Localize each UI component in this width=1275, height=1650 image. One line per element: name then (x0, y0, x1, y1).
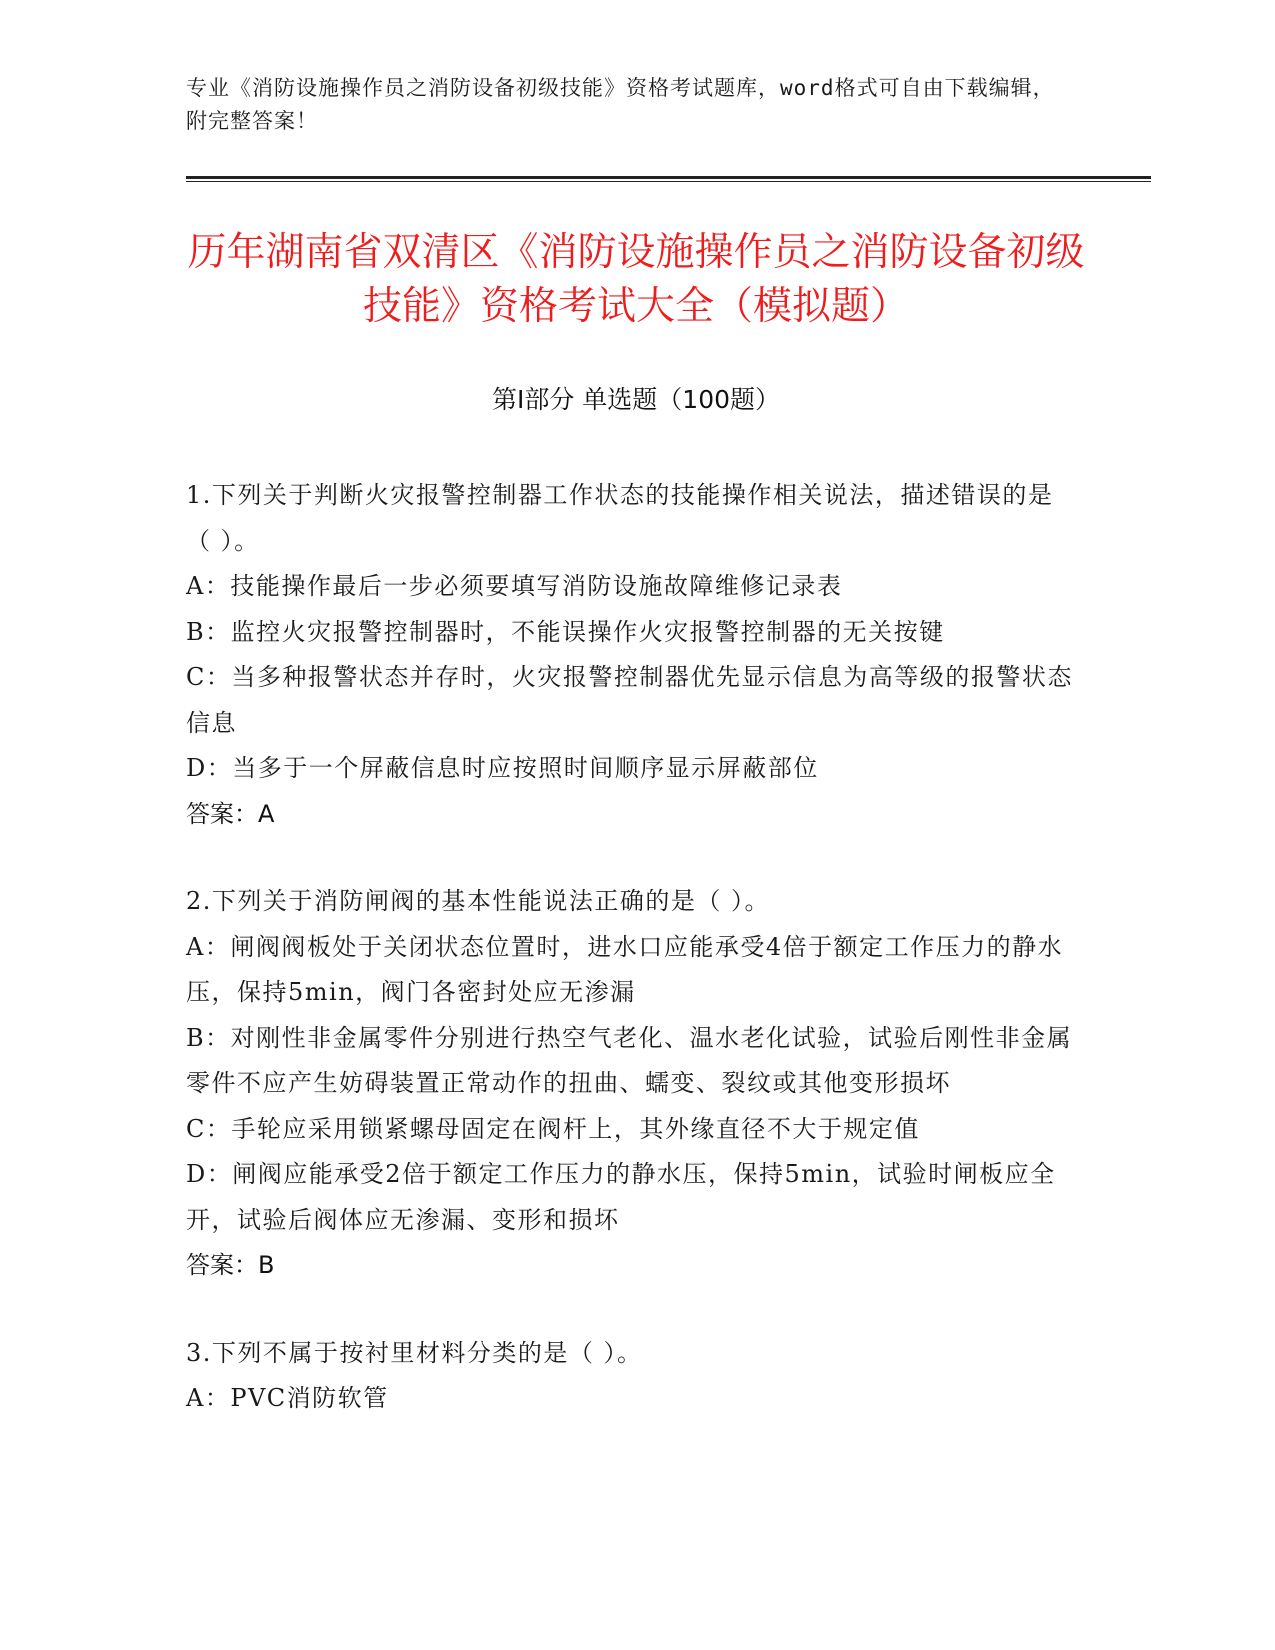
option-d: D：当多于一个屏蔽信息时应按照时间顺序显示屏蔽部位 (186, 754, 819, 782)
option-a: A：技能操作最后一步必须要填写消防设施故障维修记录表 (186, 572, 843, 600)
header-note: 专业《消防设施操作员之消防设备初级技能》资格考试题库，word格式可自由下载编辑，附完整答案！ (186, 76, 1055, 133)
question-3 (186, 1331, 1076, 1422)
question-stem: 2.下列关于消防闸阀的基本性能说法正确的是（ ）。 (186, 887, 771, 915)
option-d: D：闸阀应能承受2倍于额定工作压力的静水压，保持5min，试验时闸板应全开，试验后阀体应无渗漏、变形和损坏 (186, 1160, 1056, 1234)
option-a: A：PVC消防软管 (186, 1384, 389, 1412)
section-title: 第I部分 单选题（100题） (491, 385, 781, 414)
document-title: 历年湖南省双清区《消防设施操作员之消防设备初级技能》资格考试大全（模拟题） (187, 230, 1085, 329)
question-list (186, 473, 1076, 1464)
header-rule-thin (186, 181, 1151, 182)
option-c: C：当多种报警状态并存时，火灾报警控制器优先显示信息为高等级的报警状态信息 (186, 663, 1073, 737)
option-c: C：手轮应采用锁紧螺母固定在阀杆上，其外缘直径不大于规定值 (186, 1114, 920, 1143)
option-b: B：对刚性非金属零件分别进行热空气老化、温水老化试验，试验后刚性非金属零件不应产生妨碍装置正常动作的扭曲、蠕变、裂纹或其他变形损坏 (186, 1023, 1073, 1097)
question-stem: 1.下列关于判断火灾报警控制器工作状态的技能操作相关说法，描述错误的是（ ）。 (186, 481, 1054, 555)
option-a: A：闸阀阀板处于关闭状态位置时，进水口应能承受4倍于额定工作压力的静水压，保持5min，阀门各密封处应无渗漏 (186, 932, 1064, 1006)
question-2 (186, 879, 1076, 1289)
question-1 (186, 473, 1076, 837)
answer-line: 答案：A (186, 799, 275, 828)
answer-line: 答案：B (186, 1251, 275, 1279)
option-b: B：监控火灾报警控制器时，不能误操作火灾报警控制器的无关按键 (186, 617, 945, 646)
header-rule-thick (186, 176, 1151, 179)
question-stem: 3.下列不属于按衬里材料分类的是（ ）。 (186, 1338, 643, 1367)
